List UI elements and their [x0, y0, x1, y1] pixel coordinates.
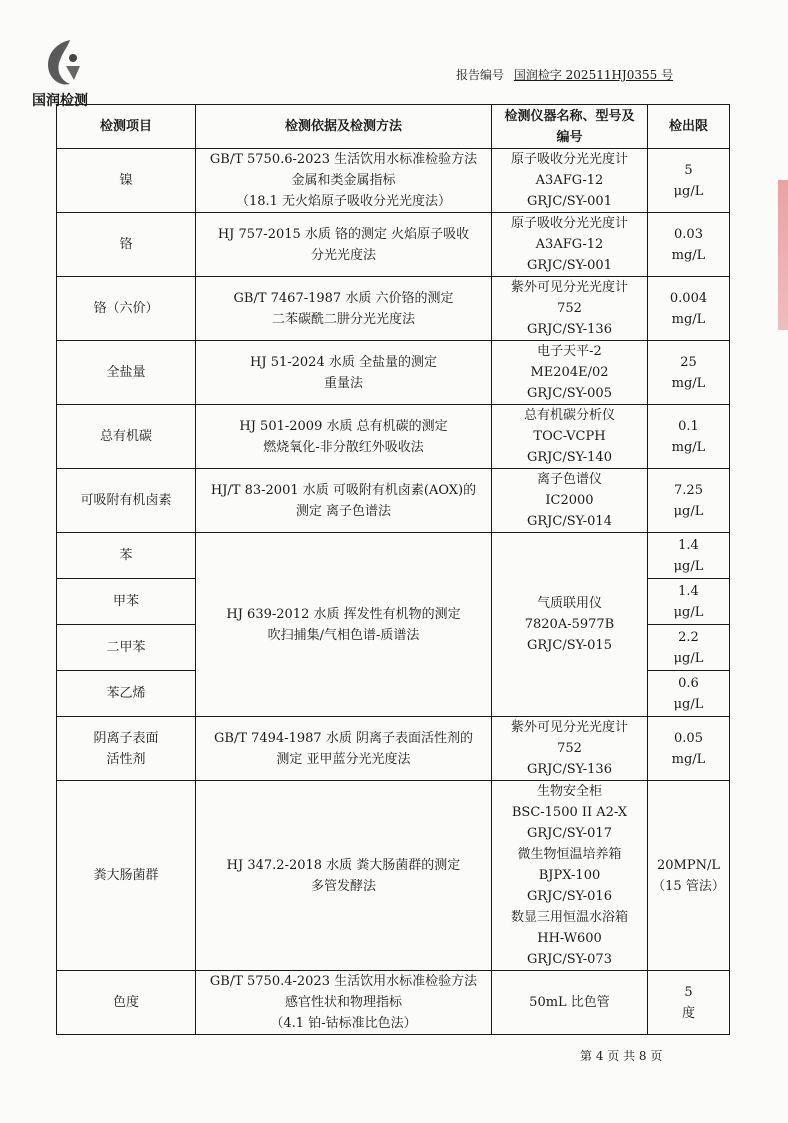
cell-limit: 0.03 mg/L: [648, 213, 730, 277]
report-number-value: 国润检字 202511HJ0355 号: [513, 68, 674, 82]
table-row: [57, 149, 730, 213]
logo-text: 国润检测: [32, 93, 88, 109]
cell-method: HJ 639-2012 水质 挥发性有机物的测定 吹扫捕集/气相色谱-质谱法: [196, 533, 492, 717]
cell-limit: 1.4 μg/L: [648, 579, 730, 625]
cell-method: GB/T 7467-1987 水质 六价铬的测定 二苯碳酰二肼分光光度法: [196, 277, 492, 341]
cell-method: GB/T 5750.4-2023 生活饮用水标准检验方法 感官性状和物理指标 （4.1 铂-钴标准比色法）: [196, 971, 492, 1035]
cell-limit: 7.25 μg/L: [648, 469, 730, 533]
logo-mark-icon: [40, 36, 90, 92]
header-limit: 检出限: [648, 105, 730, 149]
cell-limit: 2.2 μg/L: [648, 625, 730, 671]
cell-instrument: 生物安全柜 BSC-1500 II A2-X GRJC/SY-017 微生物恒温培养箱 BJPX-100 GRJC/SY-016 数显三用恒温水浴箱 HH-W600 GRJC/SY-073: [492, 781, 648, 971]
cell-limit: 5 μg/L: [648, 149, 730, 213]
cell-instrument: 原子吸收分光光度计 A3AFG-12 GRJC/SY-001: [492, 149, 648, 213]
cell-limit: 25 mg/L: [648, 341, 730, 405]
table-row: [57, 533, 730, 579]
report-number-label: 报告编号: [456, 68, 505, 82]
cell-instrument: 紫外可见分光光度计 752 GRJC/SY-136: [492, 277, 648, 341]
cell-item: 镍: [57, 149, 196, 213]
report-number: [456, 66, 673, 83]
cell-method: HJ/T 83-2001 水质 可吸附有机卤素(AOX)的 测定 离子色谱法: [196, 469, 492, 533]
cell-method: HJ 501-2009 水质 总有机碳的测定 燃烧氧化-非分散红外吸收法: [196, 405, 492, 469]
table-row: [57, 971, 730, 1035]
detection-table: [56, 104, 730, 1035]
cell-method: HJ 757-2015 水质 铬的测定 火焰原子吸收 分光光度法: [196, 213, 492, 277]
cell-limit: 1.4 μg/L: [648, 533, 730, 579]
table-row: [57, 469, 730, 533]
page-number: 第 4 页 共 8 页: [580, 1049, 663, 1063]
cell-instrument: 总有机碳分析仪 TOC-VCPH GRJC/SY-140: [492, 405, 648, 469]
cell-item: 全盐量: [57, 341, 196, 405]
cell-item: 色度: [57, 971, 196, 1035]
cell-method: GB/T 5750.6-2023 生活饮用水标准检验方法 金属和类金属指标 （18.1 无火焰原子吸收分光光度法）: [196, 149, 492, 213]
cell-instrument: 气质联用仪 7820A-5977B GRJC/SY-015: [492, 533, 648, 717]
table-row: [57, 341, 730, 405]
cell-item: 铬: [57, 213, 196, 277]
cell-item: 苯: [57, 533, 196, 579]
cell-item: 阴离子表面 活性剂: [57, 717, 196, 781]
cell-limit: 20MPN/L （15 管法）: [648, 781, 730, 971]
cell-item: 二甲苯: [57, 625, 196, 671]
cell-instrument: 原子吸收分光光度计 A3AFG-12 GRJC/SY-001: [492, 213, 648, 277]
cell-method: HJ 347.2-2018 水质 粪大肠菌群的测定 多管发酵法: [196, 781, 492, 971]
cell-item: 苯乙烯: [57, 671, 196, 717]
cell-item: 铬（六价）: [57, 277, 196, 341]
cell-limit: 0.6 μg/L: [648, 671, 730, 717]
company-logo: [28, 36, 108, 112]
cell-item: 可吸附有机卤素: [57, 469, 196, 533]
header-method: 检测依据及检测方法: [196, 105, 492, 149]
cell-limit: 0.1 mg/L: [648, 405, 730, 469]
cell-method: HJ 51-2024 水质 全盐量的测定 重量法: [196, 341, 492, 405]
cell-instrument: 50mL 比色管: [492, 971, 648, 1035]
table-row: [57, 405, 730, 469]
cell-limit: 0.05 mg/L: [648, 717, 730, 781]
table-row: [57, 781, 730, 971]
table-header-row: [57, 105, 730, 149]
table-row: [57, 213, 730, 277]
cell-instrument: 电子天平-2 ME204E/02 GRJC/SY-005: [492, 341, 648, 405]
header-instrument: 检测仪器名称、型号及 编号: [492, 105, 648, 149]
table-row: [57, 277, 730, 341]
cell-limit: 0.004 mg/L: [648, 277, 730, 341]
cell-item: 总有机碳: [57, 405, 196, 469]
table-row: [57, 717, 730, 781]
cell-item: 甲苯: [57, 579, 196, 625]
cell-item: 粪大肠菌群: [57, 781, 196, 971]
cell-limit: 5 度: [648, 971, 730, 1035]
cell-instrument: 离子色谱仪 IC2000 GRJC/SY-014: [492, 469, 648, 533]
red-stamp-edge: [778, 180, 788, 330]
header-item: 检测项目: [57, 105, 196, 149]
cell-instrument: 紫外可见分光光度计 752 GRJC/SY-136: [492, 717, 648, 781]
cell-method: GB/T 7494-1987 水质 阴离子表面活性剂的 测定 亚甲蓝分光光度法: [196, 717, 492, 781]
